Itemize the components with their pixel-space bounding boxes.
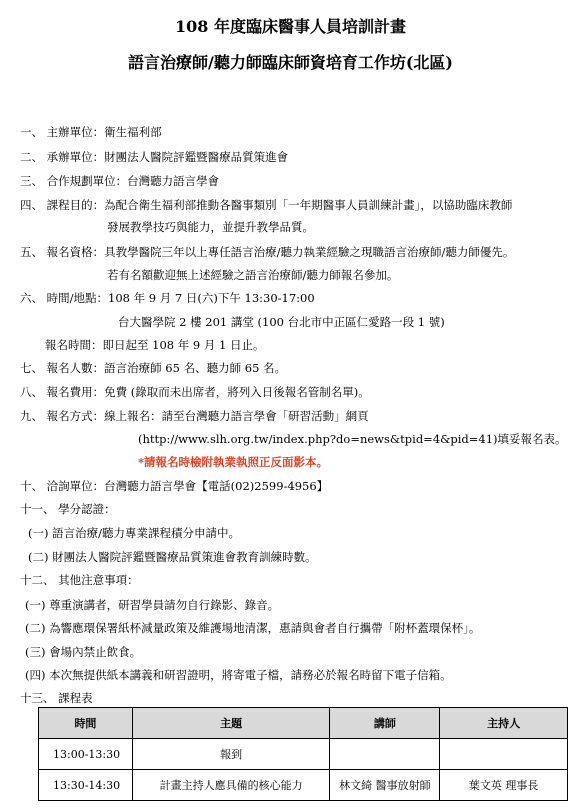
item-schedule: 十三、 課程表 [20, 691, 93, 705]
cell-topic: 計畫主持人應具備的核心能力 [132, 770, 330, 801]
page-title: 108 年度臨床醫事人員培訓計畫 [175, 17, 406, 36]
notes-item-2: (二) 為響應環保署紙杯減量政策及維護場地清潔，惠請與會者自行攜帶「附杯蓋環保杯」。 [25, 621, 481, 635]
notes-item-3: (三) 會場內禁止飲食。 [25, 645, 142, 659]
cell-host [440, 739, 568, 770]
registration-url: (http://www.slh.org.tw/index.php?do=news&tpid=4&pid=41)填妥報名表。 [138, 432, 567, 446]
item-notes: 十二、 其他注意事項： [20, 573, 139, 587]
credits-item-2: (二) 財團法人醫院評鑑暨醫療品質策進會教育訓練時數。 [28, 550, 317, 564]
cell-host: 葉文英 理事長 [440, 770, 568, 801]
item-purpose: 四、 課程目的：為配合衛生福利部推動各醫事類別「一年期醫事人員訓練計畫」，以協助臨床教師 [20, 198, 513, 212]
item-quota: 七、 報名人數：語言治療師 65 名、聽力師 65 名。 [20, 361, 287, 375]
item-credits: 十一、 學分認證： [20, 502, 116, 516]
cell-topic: 報到 [132, 739, 330, 770]
table-row [39, 739, 568, 770]
notes-item-1: (一) 尊重演講者，研習學員請勿自行錄影、錄音。 [25, 598, 280, 612]
cell-speaker: 林文綺 醫事放射師 [330, 770, 440, 801]
cell-time: 13:30-14:30 [39, 770, 133, 801]
item-fee: 八、 報名費用：免費 (錄取而未出席者，將列入日後報名管制名單)。 [20, 385, 370, 399]
schedule-table [38, 707, 568, 801]
item-partner: 三、 合作規劃單位：台灣聽力語言學會 [20, 174, 220, 188]
item-time-place: 六、 時間/地點：108 年 9 月 7 日(六)下午 13:30-17:00 [20, 291, 315, 305]
col-header-speaker: 講師 [330, 708, 440, 739]
item-registration-period: 報名時間：即日起至 108 年 9 月 1 日止。 [45, 338, 265, 352]
item-organizer: 一、 主辦單位：衛生福利部 [20, 125, 162, 139]
item-eligibility-cont: 若有名額歡迎無上述經驗之語言治療師/聽力師報名參加。 [107, 268, 399, 282]
col-header-host: 主持人 [440, 708, 568, 739]
item-venue: 台大醫學院 2 樓 201 講堂 (100 台北市中正區仁愛路一段 1 號) [118, 315, 445, 329]
table-header-row [39, 708, 568, 739]
credits-item-1: (一) 語言治療/聽力專業課程積分申請中。 [28, 526, 241, 540]
cell-time: 13:00-13:30 [39, 739, 133, 770]
item-contractor: 二、 承辦單位：財團法人醫院評鑑暨醫療品質策進會 [20, 150, 289, 164]
page-subtitle: 語言治療師/聽力師臨床師資培育工作坊(北區) [128, 53, 453, 72]
item-purpose-cont: 發展教學技巧與能力，並提升教學品質。 [107, 220, 314, 234]
cell-speaker [330, 739, 440, 770]
item-eligibility: 五、 報名資格：具教學醫院三年以上專任語言治療/聽力執業經驗之現職語言治療師/聽力師優先。 [20, 245, 515, 259]
col-header-topic: 主題 [132, 708, 330, 739]
item-contact: 十、 洽詢單位：台灣聽力語言學會【電話(02)2599-4956】 [20, 479, 329, 493]
col-header-time: 時間 [39, 708, 133, 739]
license-notice: *請報名時檢附執業執照正反面影本。 [138, 455, 329, 469]
notes-item-4: (四) 本次無提供紙本講義和研習證明，將寄電子檔，請務必於報名時留下電子信箱。 [25, 668, 452, 682]
item-registration-method: 九、 報名方式：線上報名：請至台灣聽力語言學會「研習活動」網頁 [20, 409, 369, 423]
table-row [39, 770, 568, 801]
